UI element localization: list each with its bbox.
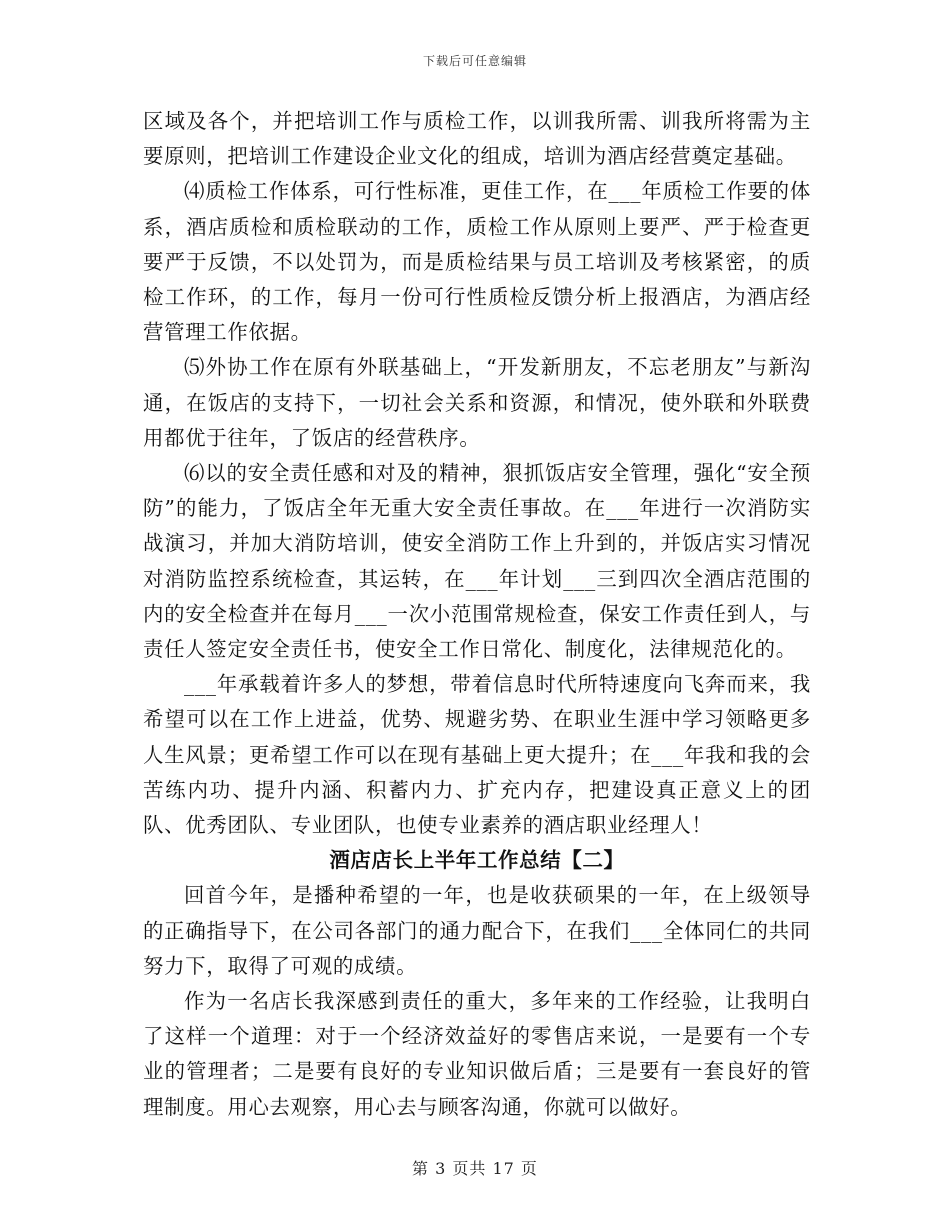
page-header: 下载后可任意编辑 bbox=[422, 54, 527, 68]
section-title: 酒店店长上半年工作总结【二】 bbox=[329, 848, 625, 873]
paragraph-safety: ⑹以的安全责任感和对及的精神，狠抓饭店安全管理，强化“安全预防”的能力，了饭店全年无重大安全责任事故。在___年进行一次消防实战演习，并加大消防培训，使安全消防工作上升到的，并饭店实习情况对消防监控系统检查，其运转，在___年计划___三到四次全酒店范围的内的安全检查并在每月___一次小范围常规检查，保安工作责任到人，与责任人签定安全责任书，使安全工作日常化、制度化，法律规范化的。 bbox=[143, 461, 811, 662]
paragraph-review: 回首今年，是播种希望的一年，也是收获硕果的一年，在上级领导的正确指导下，在公司各部门的通力配合下，在我们___全体同仁的共同努力下，取得了可观的成绩。 bbox=[143, 883, 811, 978]
paragraph-outlook: ___年承载着许多人的梦想，带着信息时代所特速度向飞奔而来，我希望可以在工作上进益，优势、规避劣势、在职业生涯中学习领略更多人生风景；更希望工作可以在现有基础上更大提升；在___年我和我的会苦练内功、提升内涵、积蓄内力、扩充内存，把建设真正意义上的团队、优秀团队、专业团队，也使专业素养的酒店职业经理人！ bbox=[143, 672, 811, 838]
paragraph-continued: 区域及各个，并把培训工作与质检工作，以训我所需、训我所将需为主要原则，把培训工作建设企业文化的组成，培训为酒店经营奠定基础。 bbox=[143, 109, 811, 169]
document-body bbox=[143, 104, 811, 1125]
paragraph-manager-experience: 作为一名店长我深感到责任的重大，多年来的工作经验，让我明白了这样一个道理：对于一个经济效益好的零售店来说，一是要有一个专业的管理者；二是要有良好的专业知识做后盾；三是要有一套良好的管理制度。用心去观察，用心去与顾客沟通，你就可以做好。 bbox=[143, 989, 811, 1119]
paragraph-quality-inspection: ⑷质检工作体系，可行性标准，更佳工作，在___年质检工作要的体系，酒店质检和质检联动的工作，质检工作从原则上要严、严于检查更要严于反馈，不以处罚为，而是质检结果与员工培训及考核紧密，的质检工作环，的工作，每月一份可行性质检反馈分析上报酒店，为酒店经营管理工作依据。 bbox=[143, 179, 811, 345]
paragraph-external-relations: ⑸外协工作在原有外联基础上，“开发新朋友，不忘老朋友”与新沟通，在饭店的支持下，一切社会关系和资源，和情况，使外联和外联费用都优于往年，了饭店的经营秩序。 bbox=[143, 355, 811, 450]
page-number: 第 3 页共 17 页 bbox=[412, 1159, 538, 1178]
